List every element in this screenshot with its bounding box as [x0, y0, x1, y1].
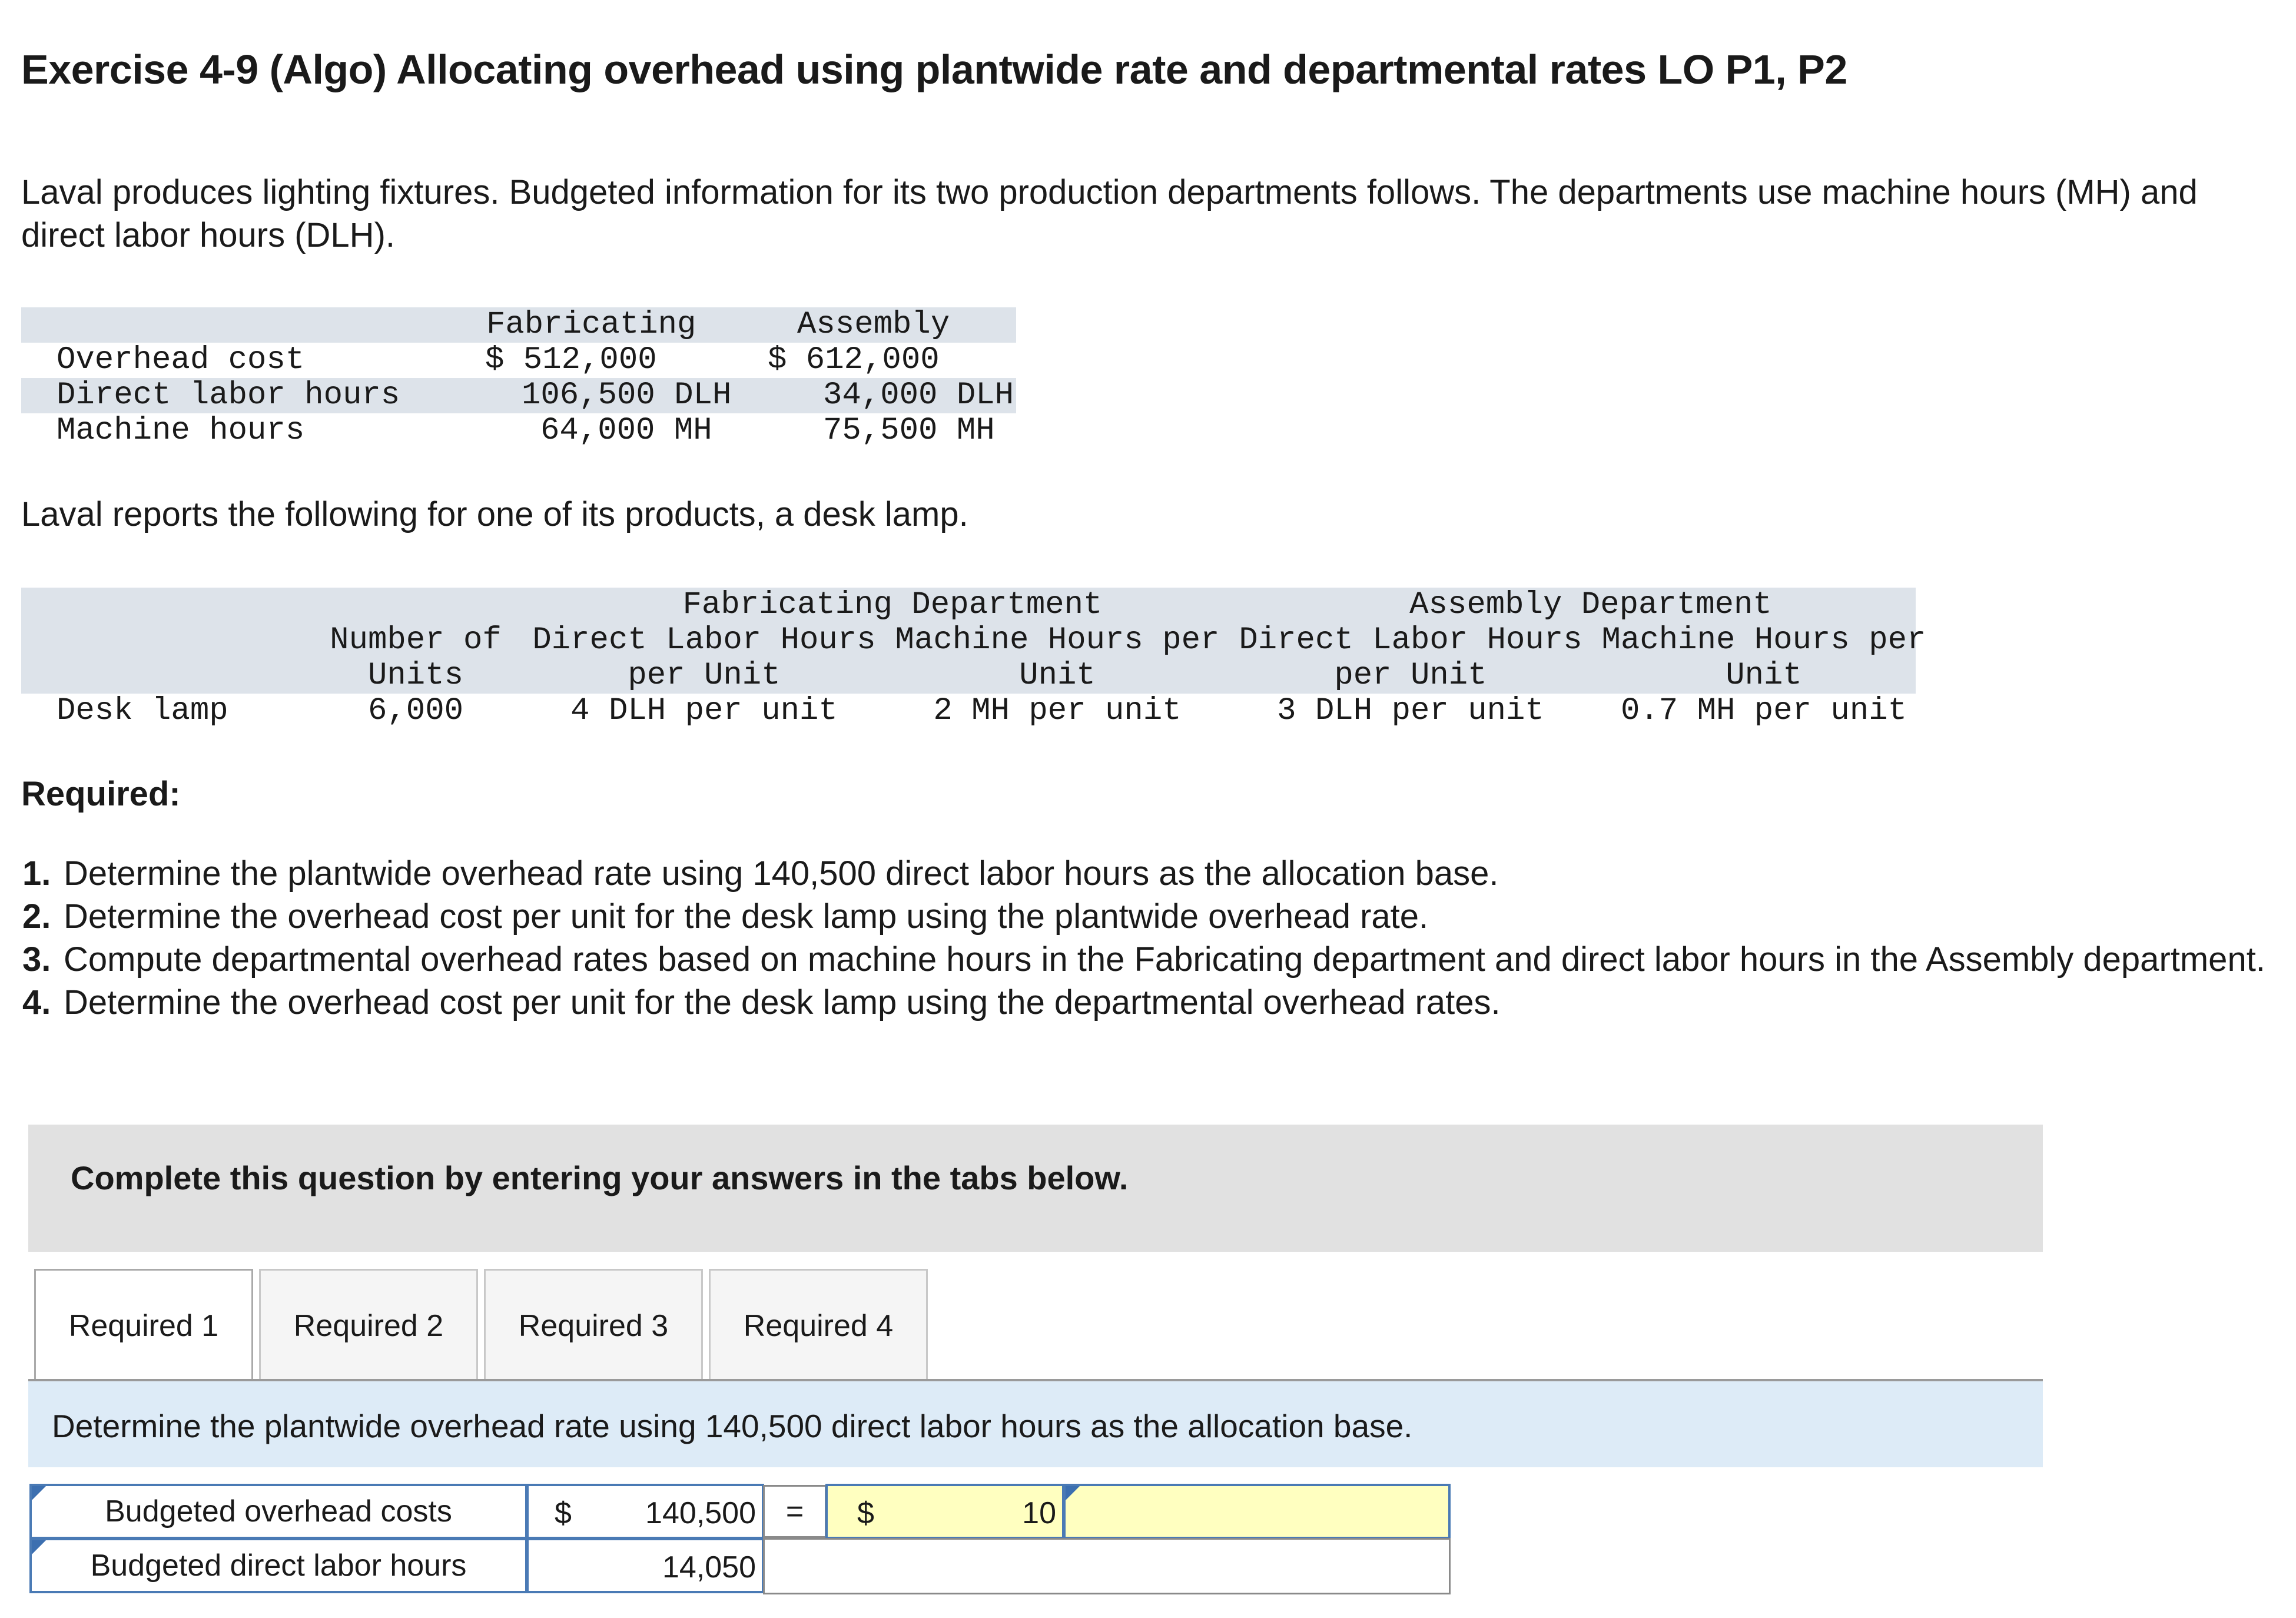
empty-result-row: [763, 1538, 1451, 1594]
product-table-header: [21, 587, 1926, 694]
rate-unit-cell[interactable]: [1063, 1484, 1451, 1539]
row-label: Direct labor hours: [57, 377, 400, 413]
col-asm-dlh: Direct Labor Hours per Unit: [1239, 622, 1582, 694]
complete-prompt-box: [28, 1125, 2043, 1252]
table-row: [21, 694, 1916, 729]
asm-mh-value: 0.7 MH per unit: [1620, 693, 1907, 729]
assembly-value: 34,000 DLH: [823, 377, 1014, 413]
list-item-text: Determine the plantwide overhead rate using 140,500 direct labor hours as the allocation base.: [64, 854, 1499, 893]
fab-dlh-value: 4 DLH per unit: [570, 693, 838, 729]
instruction-text: Determine the plantwide overhead rate using 140,500 direct labor hours as the allocation base.: [52, 1408, 1413, 1444]
table-row: [21, 378, 1016, 413]
overhead-costs-value[interactable]: 140,500: [645, 1496, 756, 1530]
col-fab-mh: Machine Hours per Unit: [895, 622, 1220, 694]
dollar-sign: $: [555, 1496, 572, 1530]
rate-result-cell[interactable]: [825, 1484, 1064, 1539]
tab-required-3[interactable]: Required 3: [484, 1269, 703, 1380]
required-list: [22, 852, 2265, 1024]
intro-paragraph: Laval produces lighting fixtures. Budgeted information for its two production departments follows. The departments use machine hours (MH) and direct labor hours (DLH).: [21, 173, 2198, 254]
page-title: Exercise 4-9 (Algo) Allocating overhead using plantwide rate and departmental rates LO P1, P2: [21, 47, 1847, 92]
budgeted-direct-labor-hours-label: [29, 1538, 527, 1593]
header-assembly: Assembly: [797, 307, 950, 343]
label-text: Budgeted overhead costs: [105, 1494, 452, 1529]
list-item-number: 3.: [22, 940, 51, 979]
required-heading: Required:: [21, 775, 181, 813]
budget-table: [21, 307, 1016, 449]
list-item: [22, 938, 2265, 981]
cell-marker-icon: [32, 1540, 46, 1554]
row-label: Overhead cost: [57, 342, 305, 378]
tab-required-4[interactable]: Required 4: [709, 1269, 928, 1380]
fab-mh-value: 2 MH per unit: [933, 693, 1182, 729]
assembly-value: $ 612,000: [768, 342, 940, 378]
rate-result-value[interactable]: 10: [1022, 1496, 1056, 1530]
label-text: Budgeted direct labor hours: [90, 1549, 467, 1583]
units-value: 6,000: [367, 693, 464, 729]
list-item-number: 1.: [22, 854, 51, 893]
tab-required-1[interactable]: Required 1: [34, 1269, 253, 1382]
equals-sign: =: [763, 1485, 827, 1538]
table-row: [21, 413, 1016, 449]
table-row: [21, 343, 1016, 378]
list-item: [22, 895, 2265, 938]
rate-unit-input[interactable]: [1077, 1490, 1442, 1534]
complete-prompt: Complete this question by entering your answers in the tabs below.: [71, 1159, 1129, 1196]
assembly-department-header: Assembly Department: [1409, 587, 1772, 623]
assembly-value: 75,500 MH: [823, 413, 995, 449]
budget-table-header: [21, 307, 1016, 343]
col-number-of-units: Number of Units: [330, 622, 502, 694]
list-item-text: Determine the overhead cost per unit for the desk lamp using the departmental overhead rates.: [64, 983, 1501, 1022]
list-item-text: Determine the overhead cost per unit for the desk lamp using the plantwide overhead rate.: [64, 897, 1429, 936]
list-item: [22, 981, 2265, 1024]
list-item: [22, 852, 2265, 895]
product-table: [21, 587, 1926, 729]
direct-labor-hours-value[interactable]: 14,050: [662, 1550, 756, 1584]
col-asm-mh: Machine Hours per Unit: [1601, 622, 1926, 694]
list-item-number: 4.: [22, 983, 51, 1022]
product-intro: Laval reports the following for one of its products, a desk lamp.: [21, 495, 968, 533]
row-label: Machine hours: [57, 413, 305, 449]
instruction-banner: [28, 1381, 2043, 1467]
overhead-costs-cell[interactable]: [526, 1484, 764, 1539]
list-item-number: 2.: [22, 897, 51, 936]
asm-dlh-value: 3 DLH per unit: [1277, 693, 1544, 729]
header-fabricating: Fabricating: [486, 307, 696, 343]
direct-labor-hours-cell[interactable]: [526, 1538, 764, 1593]
cell-marker-icon: [32, 1486, 46, 1500]
fabricating-value: 106,500 DLH: [522, 377, 732, 413]
fabricating-value: $ 512,000: [485, 342, 657, 378]
budgeted-overhead-costs-label: [29, 1484, 527, 1539]
fabricating-department-header: Fabricating Department: [682, 587, 1103, 623]
list-item-text: Compute departmental overhead rates based on machine hours in the Fabricating department and direct labor hours in the Assembly department.: [64, 940, 2265, 979]
result-dollar-sign: $: [857, 1496, 874, 1530]
row-label: Desk lamp: [57, 693, 228, 729]
fabricating-value: 64,000 MH: [540, 413, 712, 449]
col-fab-dlh: Direct Labor Hours per Unit: [532, 622, 876, 694]
tab-required-2[interactable]: Required 2: [259, 1269, 478, 1380]
